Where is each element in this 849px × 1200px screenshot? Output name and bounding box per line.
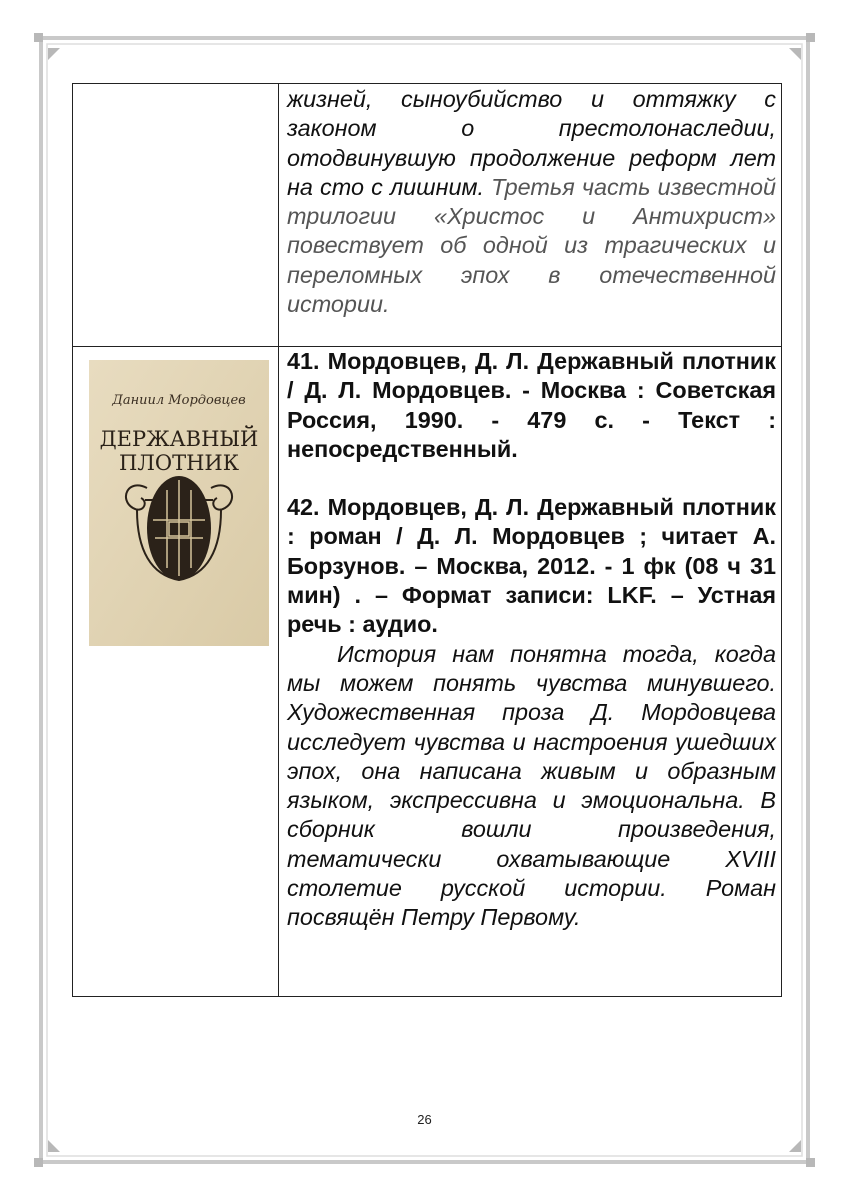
page-number: 26 [417, 1112, 432, 1127]
cover-title-line2: ПЛОТНИК [119, 451, 239, 475]
column-divider [278, 84, 279, 996]
entry-42: 42. Мордовцев, Д. Л. Державный плотник : роман / Д. Л. Мордовцев ; читает А. Борзунов. – Москва, 2012. - 1 фк (08 ч 31 мин) . – Формат записи: LKF. – Устная речь : аудио. [287, 494, 776, 638]
cover-author: Даниил Мордовцев [112, 393, 246, 408]
entry-42-annotation: История нам понятна тогда, когда мы можем понять чувства минувшего. Художественная проза Д. Мордовцева исследует чувства и настроения ушедших эпох, она написана живым и образным языком, экспрессивна и эмоциональна. В сборник вошли произведения, тематически охватывающие XVIII столетие русской истории. Роман посвящён Петру Первому. [287, 640, 776, 931]
annotation-continuation [287, 85, 776, 319]
book-cover-image [89, 360, 269, 646]
bibliographic-entries [287, 347, 776, 933]
cover-title-line1: ДЕРЖАВНЫЙ [99, 427, 259, 451]
continuation-text-grey: Третья часть известной трилогии «Христос и Антихрист» повествует об одной из трагических и переломных эпох в отечественной истории. [287, 173, 776, 318]
entry-41: 41. Мордовцев, Д. Л. Державный плотник / Д. Л. Мордовцев. - Москва : Советская Россия, 1990. - 479 с. - Текст : непосредственный. [287, 348, 776, 462]
bibliography-table [72, 83, 782, 997]
continuation-text: жизней, сыноубийство и оттяжку с законом о престолонаследии, отодвинувшую продолжение реформ лет на сто с лишним. [287, 86, 776, 200]
